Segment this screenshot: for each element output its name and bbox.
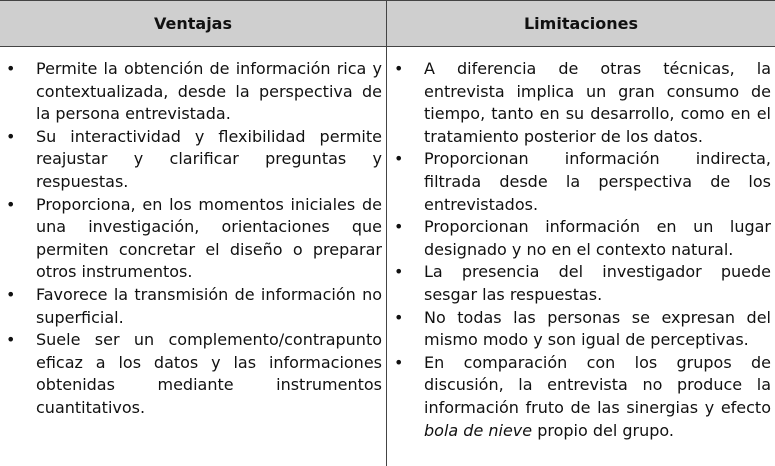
list-item xyxy=(388,58,773,148)
bullet-icon: • xyxy=(394,352,404,372)
item-text-after: propio del grupo. xyxy=(532,420,674,440)
item-text: Su interactividad y flexibilidad permite reajustar y clarificar preguntas y respuestas. xyxy=(36,126,382,191)
bullet-icon: • xyxy=(394,217,404,237)
list-item xyxy=(388,216,773,261)
bullet-icon: • xyxy=(6,126,16,146)
list-item xyxy=(388,261,773,306)
ventajas-list xyxy=(0,58,384,420)
table-header-row xyxy=(0,0,775,47)
header-limitaciones: Limitaciones xyxy=(523,14,638,33)
bullet-icon: • xyxy=(394,262,404,282)
bullet-icon: • xyxy=(6,194,16,214)
limitaciones-list xyxy=(388,58,773,442)
item-text-before: En comparación con los grupos de discusión, la entrevista no produce la información fruto de las sinergias y efecto xyxy=(424,352,771,417)
bullet-icon: • xyxy=(6,330,16,350)
bullet-icon: • xyxy=(6,284,16,304)
list-item xyxy=(0,329,384,419)
list-item xyxy=(388,148,773,216)
item-text: Proporciona, en los momentos iniciales de una investigación, orientaciones que permiten concretar el diseño o preparar otros instrumentos. xyxy=(36,194,382,282)
bullet-icon: • xyxy=(6,59,16,78)
item-text-italic: bola de nieve xyxy=(424,420,533,440)
bullet-icon: • xyxy=(394,149,404,169)
header-ventajas: Ventajas xyxy=(154,14,232,33)
list-item xyxy=(0,58,384,126)
item-text: No todas las personas se expresan del mismo modo y son igual de perceptivas. xyxy=(424,307,771,350)
item-text: Favorece la transmisión de información no superficial. xyxy=(36,284,382,327)
list-item xyxy=(0,194,384,284)
item-text: La presencia del investigador puede sesgar las respuestas. xyxy=(424,262,771,304)
bullet-icon: • xyxy=(394,59,404,78)
bullet-icon: • xyxy=(394,307,404,327)
item-text: Proporcionan información en un lugar designado y no en el contexto natural. xyxy=(424,217,771,259)
column-divider xyxy=(386,0,387,466)
list-item xyxy=(0,284,384,329)
list-item xyxy=(0,126,384,194)
list-item xyxy=(388,352,773,442)
item-text: A diferencia de otras técnicas, la entrevista implica un gran consumo de tiempo, tanto en su desarrollo, como en el tratamiento posterior de los datos. xyxy=(424,59,771,146)
item-text: Proporcionan información indirecta, filtrada desde la perspectiva de los entrevistados. xyxy=(424,149,771,214)
item-text: Suele ser un complemento/contrapunto eficaz a los datos y las informaciones obtenidas mediante instrumentos cuantitativos. xyxy=(36,330,382,417)
item-text: Permite la obtención de información rica y contextualizada, desde la perspectiva de la persona entrevistada. xyxy=(36,59,382,124)
list-item xyxy=(388,307,773,352)
